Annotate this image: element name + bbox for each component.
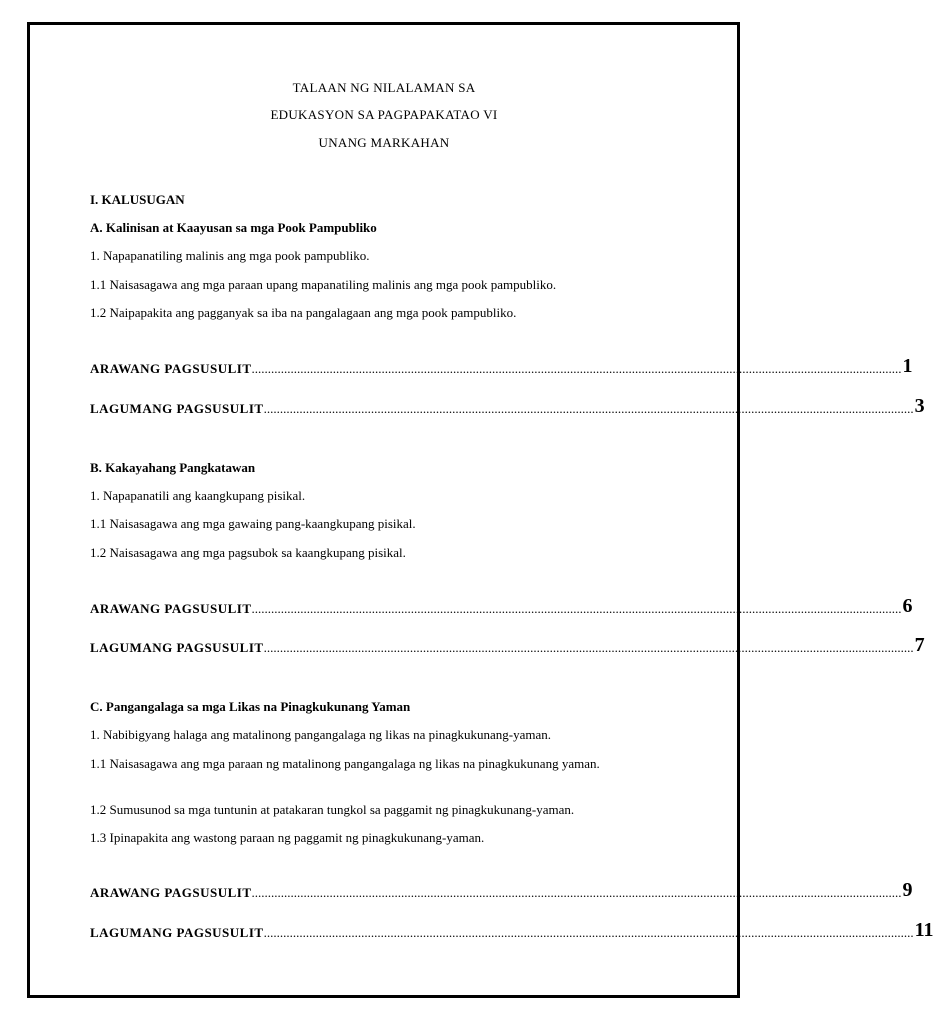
toc-entry[interactable] [90,632,925,656]
doc-title-line-1: TALAAN NG NILALAMAN SA [292,80,476,95]
toc-entry-label: LAGUMANG PAGSUSULIT [90,925,264,940]
section-heading: I. KALUSUGAN [90,192,185,207]
list-item: 1.3 Ipinapakita ang wastong paraan ng paggamit ng pinagkukunang-yaman. [90,830,485,845]
toc-entry-label: ARAWANG PAGSUSULIT [90,885,252,900]
leader-dots: ........................................................................................................................................................................................................ [251,885,902,900]
leader-dots: ........................................................................................................................................................................................................ [263,640,914,655]
toc-page-number: 7 [914,634,925,656]
leader-dots: ........................................................................................................................................................................................................ [263,925,914,940]
list-item: 1.2 Naisasagawa ang mga pagsubok sa kaangkupang pisikal. [90,545,406,560]
toc-page-number: 9 [902,879,913,901]
doc-title-line-3: UNANG MARKAHAN [318,135,450,150]
toc-entry[interactable] [90,917,934,941]
page-border [27,22,740,998]
subsection-a-heading: A. Kalinisan at Kaayusan sa mga Pook Pampubliko [90,220,377,235]
list-item: 1. Napapanatiling malinis ang mga pook pampubliko. [90,248,370,263]
list-item: 1. Napapanatili ang kaangkupang pisikal. [90,488,306,503]
toc-entry[interactable] [90,353,913,377]
list-item: 1. Nabibigyang halaga ang matalinong pangangalaga ng likas na pinagkukunang-yaman. [90,727,551,742]
toc-entry[interactable] [90,393,925,417]
toc-entry[interactable] [90,877,913,901]
toc-page-number: 11 [914,919,934,941]
leader-dots: ........................................................................................................................................................................................................ [251,361,902,376]
list-item: 1.1 Naisasagawa ang mga gawaing pang-kaangkupang pisikal. [90,516,416,531]
toc-entry-label: ARAWANG PAGSUSULIT [90,361,252,376]
list-item: 1.1 Naisasagawa ang mga paraan ng matalinong pangangalaga ng likas na pinagkukunang yaman. [90,756,600,771]
leader-dots: ........................................................................................................................................................................................................ [251,601,902,616]
toc-entry-label: ARAWANG PAGSUSULIT [90,601,252,616]
toc-page-number: 6 [902,595,913,617]
toc-entry[interactable] [90,593,913,617]
toc-page-number: 3 [914,395,925,417]
doc-title-line-2: EDUKASYON SA PAGPAPAKATAO VI [270,107,498,122]
list-item: 1.2 Naipapakita ang pagganyak sa iba na pangalagaan ang mga pook pampubliko. [90,305,517,320]
subsection-b-heading: B. Kakayahang Pangkatawan [90,460,256,475]
toc-page-number: 1 [902,355,913,377]
subsection-c-heading: C. Pangangalaga sa mga Likas na Pinagkukunang Yaman [90,699,411,714]
toc-entry-label: LAGUMANG PAGSUSULIT [90,401,264,416]
list-item: 1.2 Sumusunod sa mga tuntunin at patakaran tungkol sa paggamit ng pinagkukunang-yaman. [90,802,575,817]
list-item: 1.1 Naisasagawa ang mga paraan upang mapanatiling malinis ang mga pook pampubliko. [90,277,557,292]
leader-dots: ........................................................................................................................................................................................................ [263,401,914,416]
toc-entry-label: LAGUMANG PAGSUSULIT [90,640,264,655]
